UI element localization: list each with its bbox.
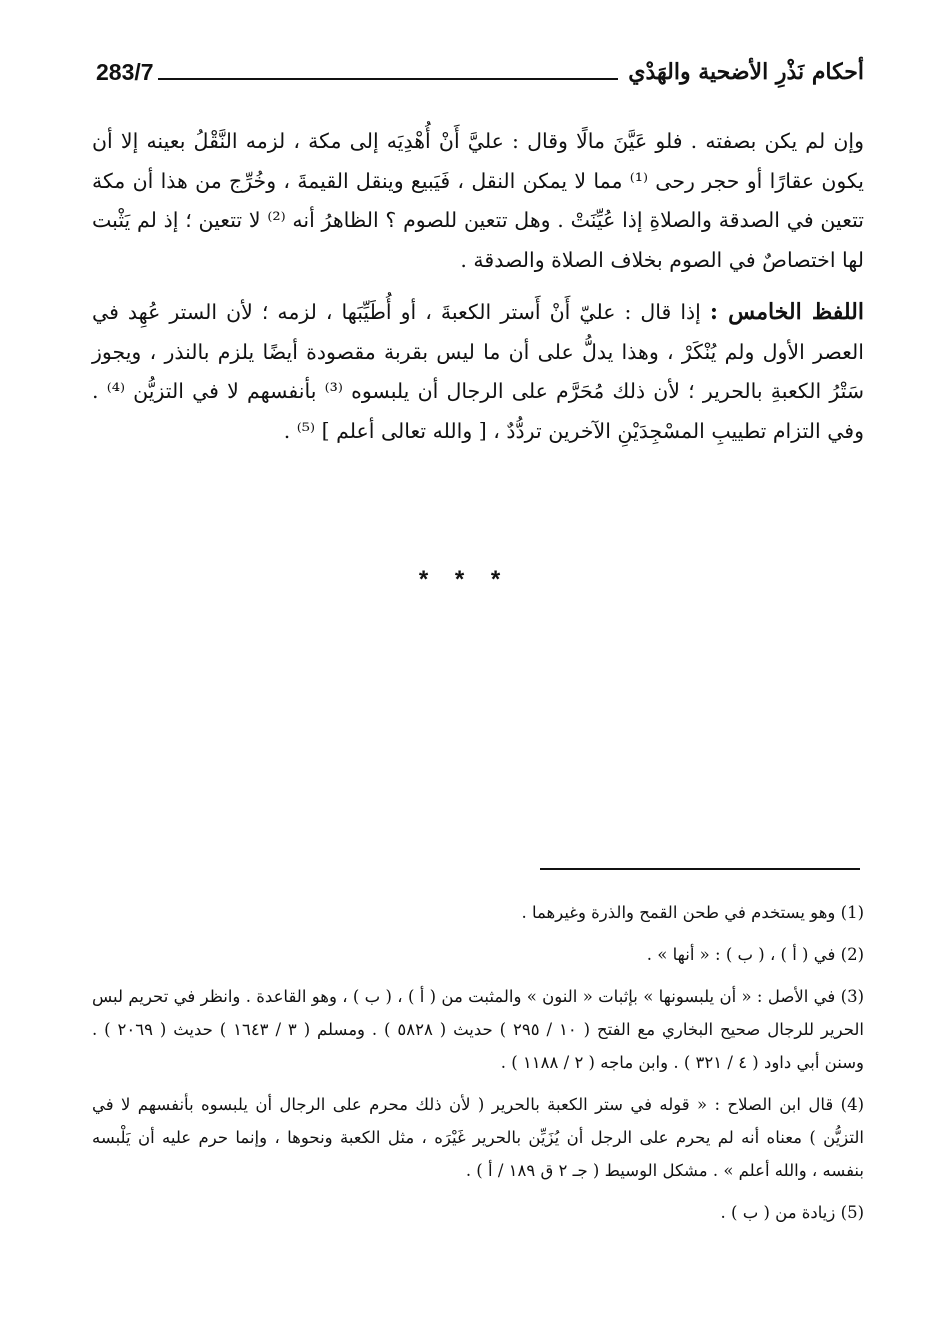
footnote-3: (3) في الأصل : « أن يلبسونها » بإثبات « النون » والمثبت من ( أ ) ، ( ب ) ، وهو القاعدة . وانظر في تحريم لبس الحرير للرجال صحيح البخاري مع الفتح ( ١٠ / ٢٩٥ ) حديث ( ٥٨٢٨ ) . ومسلم ( ٣ / ١٦٤٣ ) حديث ( ٢٠٦٩ ) . وسنن أبي داود ( ٤ / ٣٢١ ) . وابن ماجه ( ٢ / ١١٨٨ ) .: [92, 987, 864, 1072]
paragraph-1: [92, 122, 864, 280]
section-heading-fifth-term: اللفظ الخامس :: [709, 299, 865, 325]
paragraph-1-text: وإن لم يكن بصفته . فلو عَيَّنَ مالًا وقال : عليَّ أَنْ أُهْدِيَه إلى مكة ، لزمه النَّقْلُ بعينه إلا أن يكون عقارًا أو حجر رحى ⁽¹⁾ مما لا يمكن النقل ، فَيَبيع وينقل القيمةَ ، وخُرِّج من هذا أن مكة تتعين في الصدقة والصلاةِ إذا عُيِّنَتْ . وهل تتعين للصوم ؟ الظاهرُ أنه ⁽²⁾ لا تتعين ؛ إذ لم يَثْبت لها اختصاصٌ في الصوم بخلاف الصلاة والصدقة .: [92, 129, 864, 272]
page-header: [96, 52, 864, 92]
paragraph-2-text: إذا قال : عليّ أَنْ أَستر الكعبةَ ، أو أُطَيِّبَها ، لزمه ؛ لأن الستر عُهِد في العصر الأول ولم يُنْكَرْ ، وهذا يدلُّ على أن ما ليس بقربة مقصودة أيضًا يلزم بالنذر ، ويجوز سَتْرُ الكعبةِ بالحرير ؛ لأن ذلك مُحَرَّم على الرجال أن يلبسوه ⁽³⁾ بأنفسهم لا في التزيُّن ⁽⁴⁾ . وفي التزام تطييبِ المسْجِدَيْنِ الآخرين تردُّدٌ ، [ والله تعالى أعلم ] ⁽⁵⁾ .: [92, 300, 864, 443]
page-number: 283/7: [96, 58, 154, 85]
footnotes: [92, 896, 864, 1238]
footnote-4: (4) قال ابن الصلاح : « قوله في ستر الكعبة بالحرير ( لأن ذلك محرم على الرجال أن يلبسوه بأنفسهم لا في التزيُّن ) معناه أنه لم يحرم على الرجل أن يُزَيِّن بالحرير غَيْرَه ، مثل الكعبة ونحوها ، وإنما حرم عليه أن يَلْبسه بنفسه ، والله أعلم » . مشكل الوسيط ( جـ ٢ ق ١٨٩ / أ ) .: [92, 1095, 865, 1180]
section-separator: * * *: [418, 566, 511, 593]
running-title: أحكام نَذْرِ الأضحية والهَدْي: [628, 59, 864, 85]
header-rule: [158, 78, 619, 80]
paragraph-2: [92, 293, 864, 451]
footnote-2: (2) في ( أ ) ، ( ب ) : « أنها » .: [646, 945, 864, 964]
footnote-rule: [540, 868, 860, 870]
footnote-5: (5) زيادة من ( ب ) .: [720, 1203, 864, 1222]
body-text: [92, 122, 864, 464]
footnote-1: (1) وهو يستخدم في طحن القمح والذرة وغيرهما .: [521, 903, 864, 922]
